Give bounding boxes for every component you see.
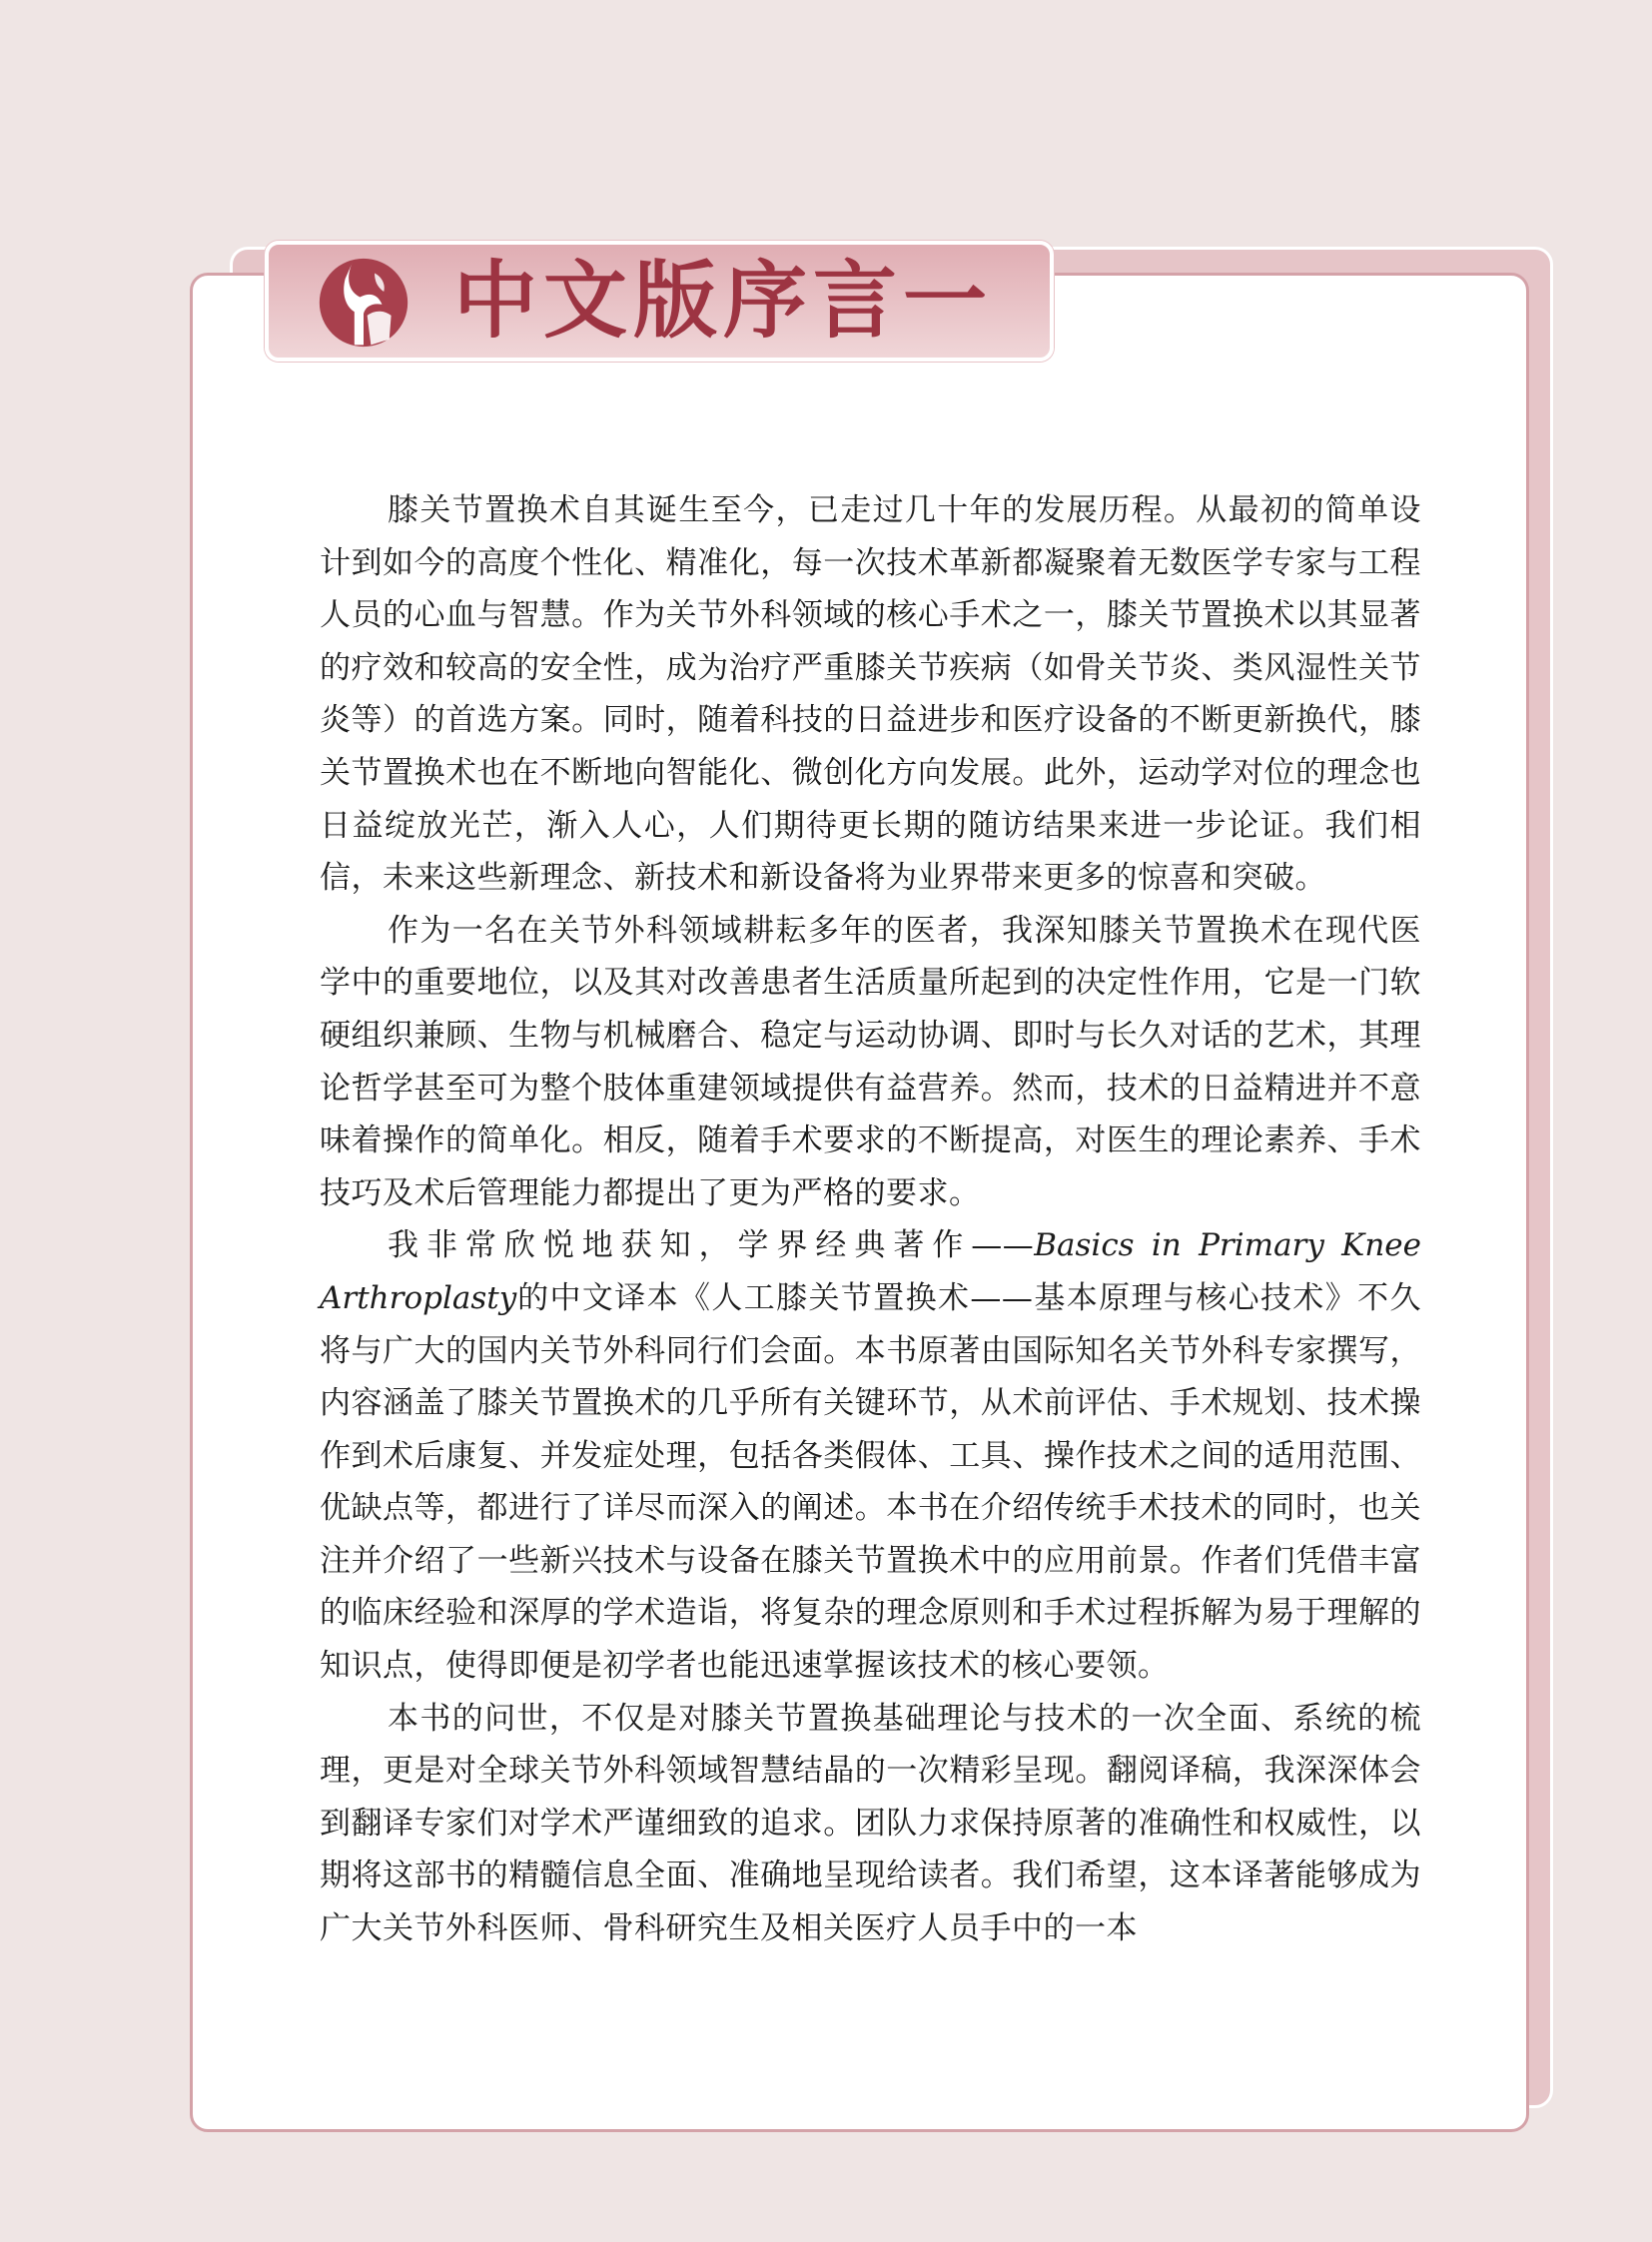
paragraph-3 bbox=[320, 1219, 1421, 1692]
paragraph-4: 本书的问世，不仅是对膝关节置换基础理论与技术的一次全面、系统的梳理，更是对全球关节外科领域智慧结晶的一次精彩呈现。翻阅译稿，我深深体会到翻译专家们对学术严谨细致的追求。团队力求保持原著的准确性和权威性，以期将这部书的精髓信息全面、准确地呈现给读者。我们希望，这本译著能够成为广大关节外科医师、骨科研究生及相关医疗人员手中的一本 bbox=[320, 1700, 1421, 1947]
paragraph-1: 膝关节置换术自其诞生至今，已走过几十年的发展历程。从最初的简单设计到如今的高度个性化、精准化，每一次技术革新都凝聚着无数医学专家与工程人员的心血与智慧。作为关节外科领域的核心手术之一，膝关节置换术以其显著的疗效和较高的安全性，成为治疗严重膝关节疾病（如骨关节炎、类风湿性关节炎等）的首选方案。同时，随着科技的日益进步和医疗设备的不断更新换代，膝关节置换术也在不断地向智能化、微创化方向发展。此外，运动学对位的理念也日益绽放光芒，渐入人心，人们期待更长期的随访结果来进一步论证。我们相信，未来这些新理念、新技术和新设备将为业界带来更多的惊喜和突破。 bbox=[320, 492, 1421, 897]
page-title: 中文版序言一 bbox=[453, 251, 994, 350]
book-title-english: Basics in Primary Knee Arthroplasty bbox=[320, 1227, 1421, 1316]
knee-joint-icon bbox=[318, 257, 410, 349]
paragraph-3-start: 我非常欣悦地获知，学界经典著作—— bbox=[388, 1227, 1035, 1264]
paragraph-3-rest: 的中文译本《人工膝关节置换术——基本原理与核心技术》不久将与广大的国内关节外科同行们会面。本书原著由国际知名关节外科专家撰写，内容涵盖了膝关节置换术的几乎所有关键环节，从术前评估、手术规划、技术操作到术后康复、并发症处理，包括各类假体、工具、操作技术之间的适用范围、优缺点等，都进行了详尽而深入的阐述。本书在介绍传统手术技术的同时，也关注并介绍了一些新兴技术与设备在膝关节置换术中的应用前景。作者们凭借丰富的临床经验和深厚的学术造诣，将复杂的理念原则和手术过程拆解为易于理解的知识点，使得即便是初学者也能迅速掌握该技术的核心要领。 bbox=[320, 1279, 1421, 1685]
preface-body bbox=[320, 484, 1421, 1955]
paragraph-2: 作为一名在关节外科领域耕耘多年的医者，我深知膝关节置换术在现代医学中的重要地位，以及其对改善患者生活质量所起到的决定性作用，它是一门软硬组织兼顾、生物与机械磨合、稳定与运动协调、即时与长久对话的艺术，其理论哲学甚至可为整个肢体重建领域提供有益营养。然而，技术的日益精进并不意味着操作的简单化。相反，随着手术要求的不断提高，对医生的理论素养、手术技巧及术后管理能力都提出了更为严格的要求。 bbox=[320, 912, 1421, 1211]
